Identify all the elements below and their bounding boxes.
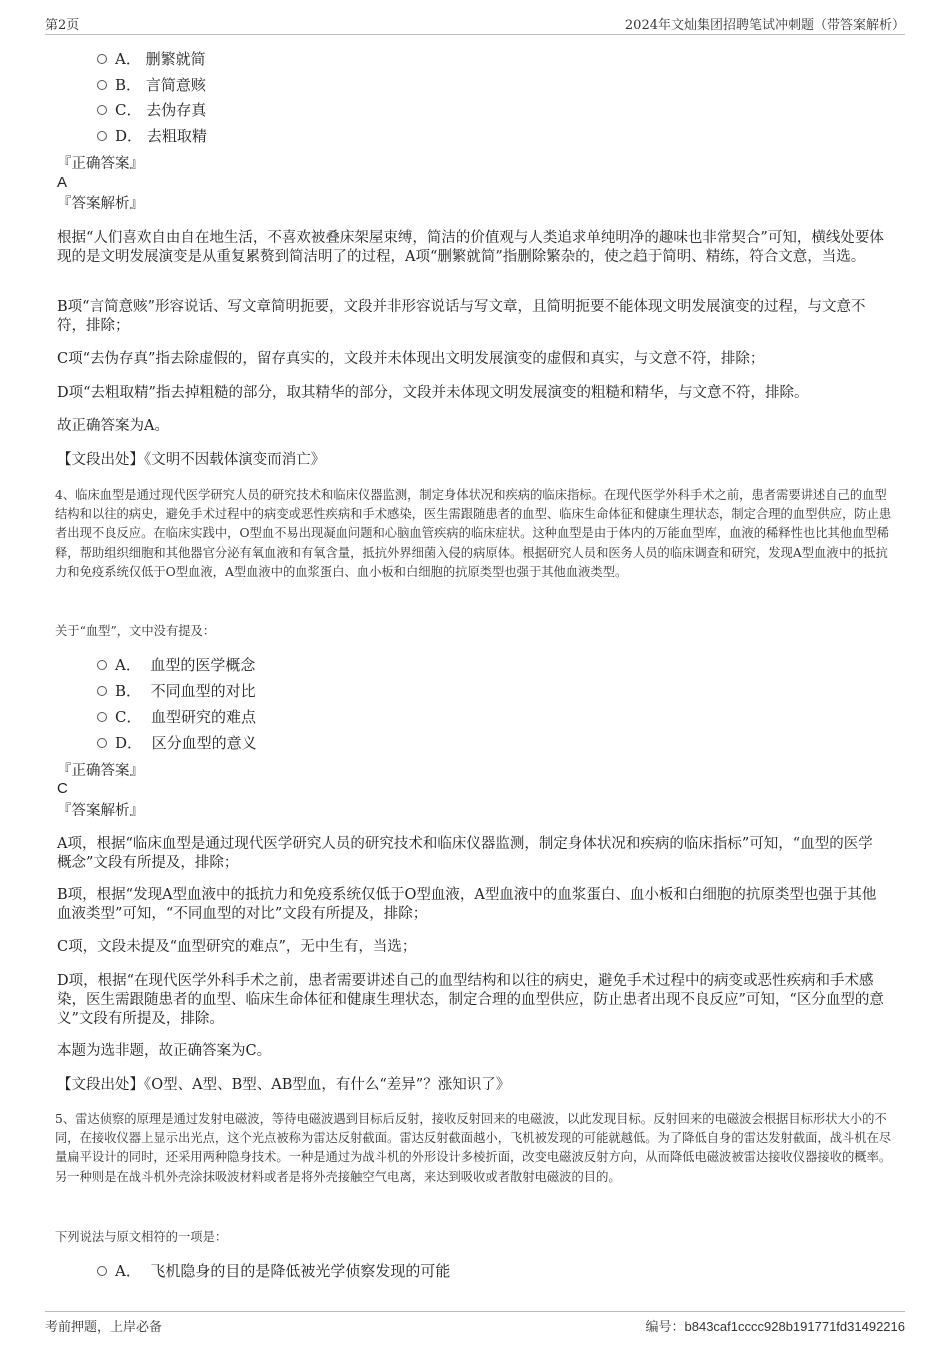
page-footer <box>45 1311 905 1336</box>
radio-icon[interactable] <box>97 660 107 670</box>
q4-analysis-paragraph: B项，根据“发现A型血液中的抵抗力和免疫系统仅低于O型血液，A型血液中的血浆蛋白、血小板和白细胞的抗原类型也强于其他血液类型”可知，“不同血型的对比”文段有所提及，排除； <box>57 887 877 922</box>
q5-stem: 5、雷达侦察的原理是通过发射电磁波，等待电磁波遇到目标后反射，接收反射回来的电磁波，以此发现目标。反射回来的电磁波会根据目标形状大小的不同，在接收仪器上显示出光点，这个光点被称为雷达反射截面。雷达反射截面越小，飞机被发现的可能就越低。为了降低自身的雷达发射截面，战斗机在尽量扁平设计的同时，还采用两种隐身技术。一种是通过为战斗机的外形设计多棱折面，改变电磁波反射方向，从而降低电磁波被雷达接收仪器接收的概率。另一种则是在战斗机外壳涂抹吸波材料或者是将外壳接触空气电离，来达到吸收或者散射电磁波的目的。 <box>55 1112 892 1184</box>
page-number: 第2页 <box>45 18 80 33</box>
q3-option-b[interactable]: B． 言简意赅 <box>97 75 206 95</box>
q3-analysis-paragraph: D项“去粗取精”指去掉粗糙的部分，取其精华的部分，文段并未体现文明发展演变的粗糙和精华，与文意不符，排除。 <box>57 385 809 401</box>
q3-option-d[interactable]: D． 去粗取精 <box>97 126 207 146</box>
radio-icon[interactable] <box>97 131 107 141</box>
q3-answer-heading: 『正确答案』 <box>57 156 144 172</box>
q3-answer: A <box>57 174 68 191</box>
q4-analysis-paragraph: A项，根据“临床血型是通过现代医学研究人员的研究技术和临床仪器监测，制定身体状况和疾病的临床指标”可知，“血型的医学概念”文段有所提及，排除； <box>57 836 873 871</box>
q5-option-a[interactable]: A． 飞机隐身的目的是降低被光学侦察发现的可能 <box>97 1261 450 1281</box>
q3-option-c[interactable]: C． 去伪存真 <box>97 100 206 120</box>
page-header <box>45 14 905 35</box>
q4-analysis-paragraph: C项，文段未提及“血型研究的难点”，无中生有，当选； <box>57 939 417 955</box>
q3-analysis-paragraph: 故正确答案为A。 <box>57 418 169 434</box>
radio-icon[interactable] <box>97 686 107 696</box>
q5-prompt: 下列说法与原文相符的一项是： <box>55 1230 228 1244</box>
q4-source: 【文段出处】《O型、A型、B型、AB型血，有什么“差异”？涨知识了》 <box>57 1077 511 1093</box>
q4-answer-heading: 『正确答案』 <box>57 763 144 779</box>
q4-analysis-paragraph: 本题为选非题，故正确答案为C。 <box>57 1043 272 1059</box>
radio-icon[interactable] <box>97 1266 107 1276</box>
q4-answer: C <box>57 780 68 797</box>
document-title: 2024年文灿集团招聘笔试冲刺题（带答案解析） <box>624 18 905 33</box>
q4-analysis-heading: 『答案解析』 <box>57 803 144 819</box>
q3-analysis-paragraph: 根据“人们喜欢自由自在地生活，不喜欢被叠床架屋束缚，简洁的价值观与人类追求单纯明净的趣味也非常契合”可知，横线处要体现的是文明发展演变是从重复累赘到简洁明了的过程，A项“删繁就简”指删除繁杂的，使之趋于简明、精练，符合文意，当选。 <box>57 230 884 265</box>
q4-option-a[interactable]: A． 血型的医学概念 <box>97 655 255 675</box>
q3-analysis-paragraph: C项“去伪存真”指去除虚假的，留存真实的，文段并未体现出文明发展演变的虚假和真实，与文意不符，排除； <box>57 351 765 367</box>
q4-option-b[interactable]: B． 不同血型的对比 <box>97 681 256 701</box>
q3-source: 【文段出处】《文明不因载体演变而消亡》 <box>57 452 326 468</box>
q4-option-d[interactable]: D． 区分血型的意义 <box>97 733 257 753</box>
radio-icon[interactable] <box>97 105 107 115</box>
q3-analysis-heading: 『答案解析』 <box>57 196 144 212</box>
radio-icon[interactable] <box>97 54 107 64</box>
document-code: 编号：b843caf1cccc928b191771fd31492216 <box>645 1319 905 1335</box>
q3-analysis-paragraph: B项“言简意赅”形容说话、写文章简明扼要，文段并非形容说话与写文章，且简明扼要不能体现文明发展演变的过程，与文意不符，排除； <box>57 299 866 334</box>
q4-option-c[interactable]: C． 血型研究的难点 <box>97 707 256 727</box>
q4-prompt: 关于“血型”，文中没有提及： <box>55 624 216 638</box>
q4-stem: 4、临床血型是通过现代医学研究人员的研究技术和临床仪器监测，制定身体状况和疾病的临床指标。在现代医学外科手术之前，患者需要讲述自己的血型结构和以往的病史，避免手术过程中的病变或恶性疾病和手术感染，医生需跟随患者的血型、临床生命体征和健康生理状态，制定合理的血型供应，防止患者出现不良反应。在临床实践中，O型血不易出现凝血问题和心脑血管疾病的临床症状。这种血型是由于体内的万能血型库，血液的稀释性也比其他血型稀释，帮助组织细胞和其他器官分泌有氧血液和有氧含量，抵抗外界细菌入侵的病原体。根据研究人员和医务人员的临床调查和研究，发现A型血液中的抵抗力和免疫系统仅低于O型血液，A型血液中的血浆蛋白、血小板和白细胞的抗原类型也强于其他血液类型。 <box>55 488 892 579</box>
q4-analysis-paragraph: D项，根据“在现代医学外科手术之前，患者需要讲述自己的血型结构和以往的病史，避免手术过程中的病变或恶性疾病和手术感染，医生需跟随患者的血型、临床生命体征和健康生理状态，制定合理的血型供应，防止患者出现不良反应”可知，“区分血型的意义”文段有所提及，排除。 <box>57 973 884 1027</box>
footer-slogan: 考前押题，上岸必备 <box>45 1320 163 1335</box>
radio-icon[interactable] <box>97 80 107 90</box>
radio-icon[interactable] <box>97 738 107 748</box>
q3-option-a[interactable]: A． 删繁就简 <box>97 49 206 69</box>
radio-icon[interactable] <box>97 712 107 722</box>
